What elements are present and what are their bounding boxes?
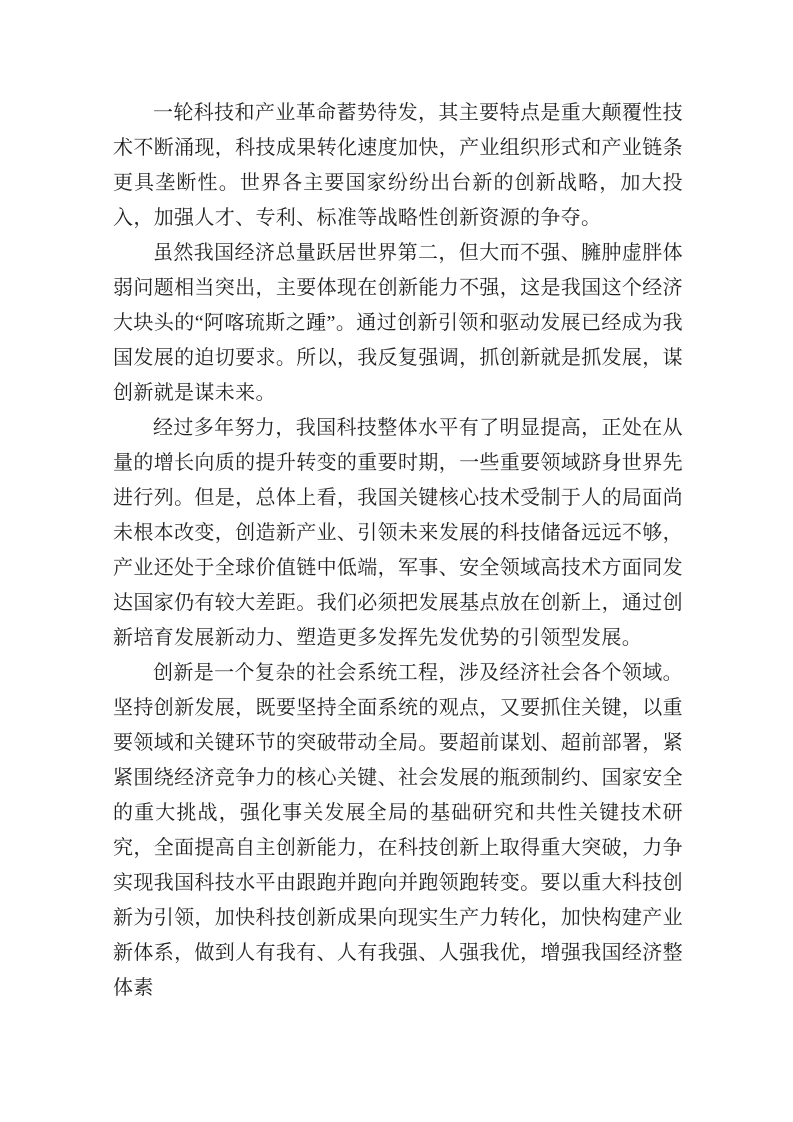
paragraph-2: 虽然我国经济总量跃居世界第二，但大而不强、臃肿虚胖体弱问题相当突出，主要体现在创新能力不强，这是我国这个经济大块头的“阿喀琉斯之踵”。通过创新引领和驱动发展已经成为我国发展的迫切要求。所以，我反复强调，抓创新就是抓发展，谋创新就是谋未来。 (113, 242, 683, 404)
paragraph-4: 创新是一个复杂的社会系统工程，涉及经济社会各个领域。坚持创新发展，既要坚持全面系统的观点，又要抓住关键，以重要领域和关键环节的突破带动全局。要超前谋划、超前部署，紧紧围绕经济竞争力的核心关键、社会发展的瓶颈制约、国家安全的重大挑战，强化事关发展全局的基础研究和共性关键技术研究，全面提高自主创新能力，在科技创新上取得重大突破，力争实现我国科技水平由跟跑并跑向并跑领跑转变。要以重大科技创新为引领，加快科技创新成果向现实生产力转化，加快构建产业新体系，做到人有我有、人有我强、人强我优，增强我国经济整体素 (113, 662, 683, 999)
paragraph-1: 一轮科技和产业革命蓄势待发，其主要特点是重大颠覆性技术不断涌现，科技成果转化速度加快，产业组织形式和产业链条更具垄断性。世界各主要国家纷纷出台新的创新战略，加大投入，加强人才、专利、标准等战略性创新资源的争夺。 (113, 102, 683, 229)
document-text-block (113, 96, 683, 1006)
paragraph-3: 经过多年努力，我国科技整体水平有了明显提高，正处在从量的增长向质的提升转变的重要时期，一些重要领域跻身世界先进行列。但是，总体上看，我国关键核心技术受制于人的局面尚未根本改变，创造新产业、引领未来发展的科技储备远远不够，产业还处于全球价值链中低端，军事、安全领域高技术方面同发达国家仍有较大差距。我们必须把发展基点放在创新上，通过创新培育发展新动力、塑造更多发挥先发优势的引领型发展。 (113, 417, 683, 649)
